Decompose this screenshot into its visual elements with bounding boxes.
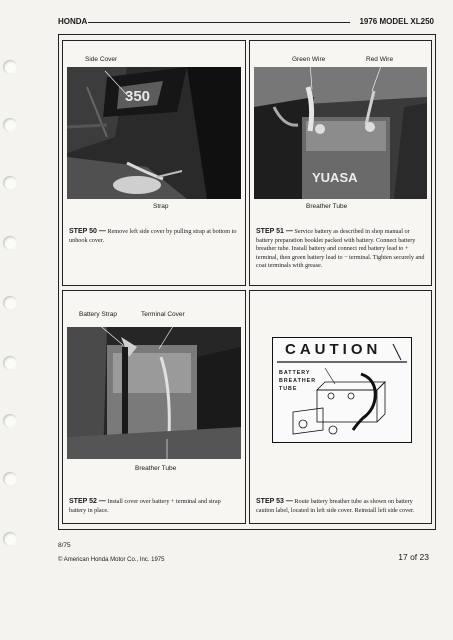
binder-hole (3, 532, 17, 546)
binder-hole (3, 296, 17, 310)
battery-strap-label: Battery Strap (79, 311, 117, 318)
step-52-photo (67, 327, 241, 459)
terminal-cover-label: Terminal Cover (141, 311, 185, 318)
step-53-text (256, 497, 425, 515)
step-52-instruction: Install cover over battery + terminal and strap battery in place. (69, 498, 221, 514)
step-50-text (69, 227, 237, 245)
battery-diagram (273, 338, 411, 442)
step-51-panel (249, 40, 432, 286)
step-51-instruction: Service battery as described in shop manual or battery preparation booklet packed with battery. Connect battery breather tube. Install battery and connect red battery lead to + terminal, then green battery lead to − terminal. Tighten securely and coat terminals with grease. (256, 228, 425, 270)
header-rule (88, 22, 350, 23)
side-cover-label: Side Cover (85, 56, 118, 63)
header-brand: HONDA (58, 17, 88, 26)
step-50-label: STEP 50 — (69, 228, 106, 235)
step-50-photo (67, 67, 241, 199)
revision-code: 8/75 (58, 542, 71, 549)
binder-hole (3, 60, 17, 74)
red-wire-label: Red Wire (366, 56, 394, 63)
binder-hole (3, 236, 17, 250)
caution-label (272, 337, 412, 443)
model-350-marking: 350 (125, 88, 151, 105)
step-52-label: STEP 52 — (69, 498, 106, 505)
page-header (58, 14, 434, 28)
green-wire-label: Green Wire (292, 56, 326, 63)
step-53-panel (249, 290, 432, 524)
step-53-instruction: Route battery breather tube as shown on battery caution label, located in left side cover. Reinstall left side cover. (256, 498, 415, 514)
breather-tube-label: Breather Tube (306, 203, 348, 210)
binder-hole (3, 118, 17, 132)
caution-line-2: BREATHER (279, 378, 317, 384)
binder-hole (3, 414, 17, 428)
breather-tube-label: Breather Tube (135, 465, 177, 472)
step-50-panel (62, 40, 246, 286)
page-number: 17 of 23 (398, 552, 429, 562)
strap-label: Strap (153, 203, 169, 210)
step-50-instruction: Remove left side cover by pulling strap at bottom to unhook cover. (69, 228, 237, 244)
copyright-notice: © American Honda Motor Co., Inc. 1975 (58, 557, 165, 563)
battery-brand-marking: YUASA (312, 170, 358, 185)
step-51-text (256, 227, 425, 271)
binder-hole (3, 472, 17, 486)
caution-title: CAUTION (285, 341, 382, 358)
step-51-label: STEP 51 — (256, 228, 293, 235)
step-52-text (69, 497, 237, 515)
binder-hole (3, 176, 17, 190)
header-model: 1976 MODEL XL250 (359, 17, 434, 26)
caution-line-3: TUBE (279, 386, 298, 392)
caution-line-1: BATTERY (279, 370, 311, 376)
binder-hole (3, 356, 17, 370)
step-53-label: STEP 53 — (256, 498, 293, 505)
step-51-photo (254, 67, 427, 199)
step-52-panel (62, 290, 246, 524)
